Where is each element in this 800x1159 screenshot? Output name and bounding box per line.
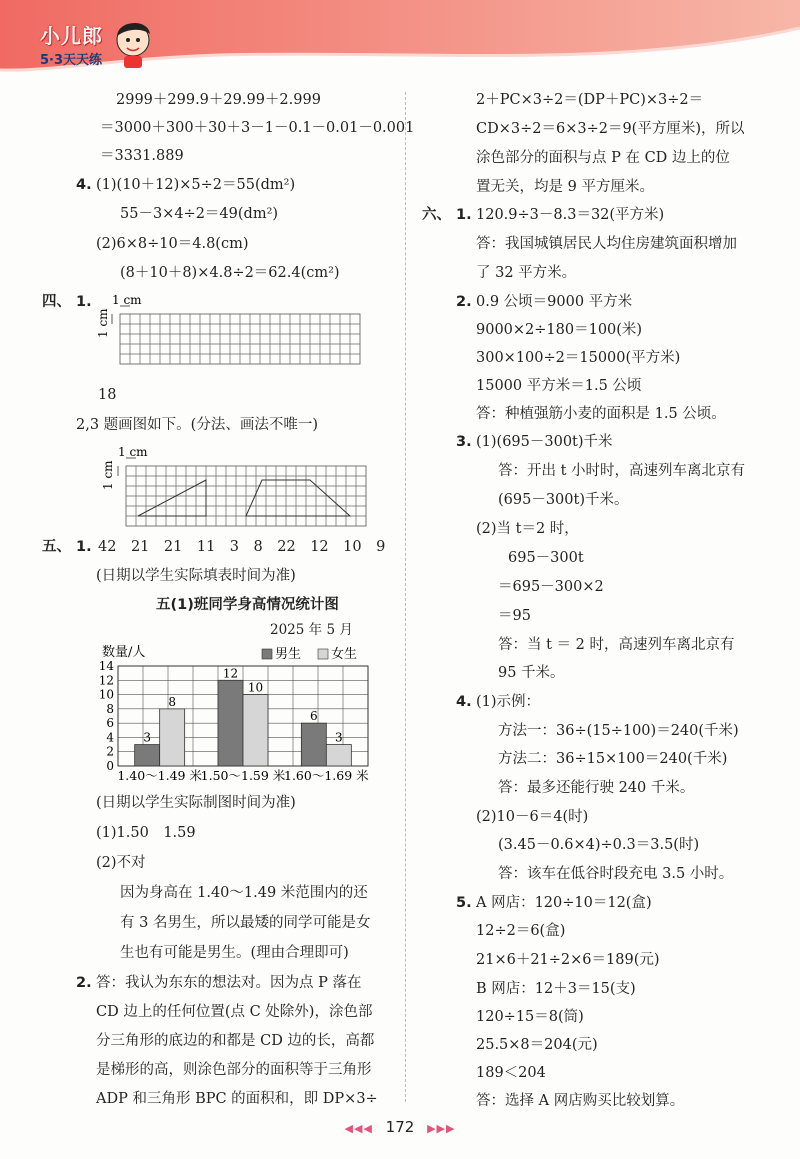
grid-figure-2 bbox=[96, 446, 386, 528]
answer-line: 15000 平方米＝1.5 公顷 bbox=[476, 378, 642, 394]
calc-line: ＝695－300×2 bbox=[498, 579, 604, 595]
answer-line: 答：我认为东东的想法对。因为点 P 落在 bbox=[96, 975, 362, 991]
answer-line: 2＋PC×3÷2＝(DP＋PC)×3÷2＝ bbox=[476, 92, 704, 108]
answer-line: (2)6×8÷10＝4.8(cm) bbox=[96, 236, 249, 252]
answer-line: 答：最多还能行驶 240 千米。 bbox=[498, 780, 695, 796]
calc-line: 2999＋299.9＋29.99＋2.999 bbox=[116, 92, 321, 108]
x-tick-label: 1.40～1.49 米 bbox=[117, 768, 202, 783]
answer-value: 18 bbox=[98, 387, 117, 403]
question-number: 1. bbox=[456, 207, 472, 223]
question-number: 2. bbox=[456, 294, 472, 310]
section-label: 五、 bbox=[42, 539, 71, 555]
scale-label: 1 cm bbox=[118, 446, 148, 459]
question-number: 5. bbox=[456, 895, 472, 911]
reason-line: 生也有可能是男生。(理由合理即可) bbox=[120, 945, 349, 961]
bar-value-label: 3 bbox=[143, 730, 151, 745]
question-number: 3. bbox=[456, 434, 472, 450]
answer-line: 12÷2＝6(盒) bbox=[476, 923, 566, 939]
y-tick-label: 8 bbox=[106, 701, 114, 716]
page-footer bbox=[0, 1118, 800, 1136]
legend-swatch-girls bbox=[318, 649, 328, 659]
answer-values: 42 21 21 11 3 8 22 12 10 9 bbox=[98, 539, 386, 555]
answer-line: 是梯形的高，则涂色部分的面积等于三角形 bbox=[96, 1062, 372, 1078]
legend-label-boys: 男生 bbox=[275, 647, 302, 662]
bar-value-label: 3 bbox=[335, 730, 343, 745]
header-banner bbox=[0, 0, 800, 80]
answer-line: B 网店：12＋3＝15(支) bbox=[476, 981, 636, 997]
header-wave bbox=[0, 0, 800, 80]
answer-line: 了 32 平方米。 bbox=[476, 265, 577, 281]
bar-value-label: 6 bbox=[310, 709, 318, 724]
answer-line: 答：种植强筋小麦的面积是 1.5 公顷。 bbox=[476, 406, 726, 422]
x-tick-label: 1.60～1.69 米 bbox=[284, 768, 369, 783]
y-axis-label: 数量/人 bbox=[102, 645, 146, 660]
answer-line: 25.5×8＝204(元) bbox=[476, 1037, 598, 1053]
y-tick-label: 10 bbox=[98, 687, 114, 702]
scale-label-vertical: 1 cm bbox=[96, 308, 110, 338]
note-line: (日期以学生实际填表时间为准) bbox=[96, 568, 296, 584]
answer-line: (1)(10＋12)×5÷2＝55(dm²) bbox=[96, 177, 296, 193]
answer-line: 方法一：36÷(15÷100)＝240(千米) bbox=[498, 723, 739, 739]
bar-girls bbox=[160, 709, 185, 766]
bar-girls bbox=[243, 695, 268, 766]
answer-line: 95 千米。 bbox=[498, 665, 565, 681]
bar-boys bbox=[135, 745, 160, 766]
y-tick-label: 4 bbox=[106, 730, 114, 745]
answer-line: (1)1.50 1.59 bbox=[96, 825, 196, 841]
reason-line: 有 3 名男生，所以最矮的同学可能是女 bbox=[120, 915, 371, 931]
chart-title: 五(1)班同学身高情况统计图 bbox=[156, 597, 339, 613]
bar-boys bbox=[301, 723, 326, 766]
scale-label-vertical: 1 cm bbox=[101, 460, 115, 490]
calc-line: 695－300t bbox=[508, 550, 584, 566]
right-arrows-icon: ▶▶▶ bbox=[427, 1122, 456, 1135]
answer-line: 答：选择 A 网店购买比较划算。 bbox=[476, 1093, 685, 1109]
answer-line: (2)10－6＝4(时) bbox=[476, 809, 589, 825]
answer-line: (695－300t)千米。 bbox=[498, 492, 629, 508]
brand-name: 小儿郎 bbox=[40, 24, 103, 48]
answer-line: 分三角形的底边的和都是 CD 边的长，高都 bbox=[96, 1033, 375, 1049]
scale-label: 1 cm bbox=[112, 294, 142, 307]
question-number: 1. bbox=[76, 294, 92, 310]
answer-line: 55－3×4÷2＝49(dm²) bbox=[120, 206, 279, 222]
answer-line: 120÷15＝8(筒) bbox=[476, 1009, 584, 1025]
answer-line: 21×6＋21÷2×6＝189(元) bbox=[476, 952, 660, 968]
answer-line: (8＋10＋8)×4.8÷2＝62.4(cm²) bbox=[120, 265, 340, 281]
bar-value-label: 8 bbox=[168, 694, 176, 709]
brand-series: 5·3天天练 bbox=[40, 53, 103, 68]
question-number: 4. bbox=[456, 694, 472, 710]
answer-line: CD×3÷2＝6×3÷2＝9(平方厘米)，所以 bbox=[476, 121, 745, 137]
answer-line: A 网店：120÷10＝12(盒) bbox=[476, 895, 652, 911]
section-label: 四、 bbox=[42, 294, 71, 310]
answer-line: 置无关，均是 9 平方厘米。 bbox=[476, 179, 654, 195]
answer-line: 答：该车在低谷时段充电 3.5 小时。 bbox=[498, 866, 734, 882]
column-divider bbox=[405, 92, 406, 1102]
page-number: 172 bbox=[385, 1118, 415, 1136]
reason-line: 因为身高在 1.40～1.49 米范围内的还 bbox=[120, 885, 368, 901]
legend-swatch-boys bbox=[262, 649, 272, 659]
y-tick-label: 6 bbox=[106, 716, 114, 731]
answer-line: 9000×2÷180＝100(米) bbox=[476, 322, 643, 338]
calc-line: ＝3000＋300＋30＋3－1－0.1－0.01－0.001 bbox=[100, 120, 415, 136]
trapezoid-shape bbox=[246, 480, 350, 516]
y-tick-label: 14 bbox=[98, 659, 114, 673]
x-tick-label: 1.50～1.59 米 bbox=[200, 768, 286, 783]
answer-line: 300×100÷2＝15000(平方米) bbox=[476, 350, 681, 366]
note-line: (日期以学生实际制图时间为准) bbox=[96, 795, 296, 811]
calc-line: ＝3331.889 bbox=[100, 148, 184, 164]
y-tick-label: 12 bbox=[98, 673, 114, 688]
answer-line: 0.9 公顷＝9000 平方米 bbox=[476, 294, 633, 310]
y-tick-label: 2 bbox=[106, 744, 114, 759]
answer-line: 120.9÷3－8.3＝32(平方米) bbox=[476, 207, 665, 223]
question-number: 4. bbox=[76, 177, 92, 193]
question-number: 1. bbox=[76, 539, 92, 555]
bar-boys bbox=[218, 680, 243, 766]
answer-line: (3.45－0.6×4)÷0.3＝3.5(时) bbox=[498, 837, 700, 853]
left-arrows-icon: ◀◀◀ bbox=[344, 1122, 373, 1135]
answer-line: (1)(695－300t)千米 bbox=[476, 434, 613, 450]
answer-line: 189＜204 bbox=[476, 1065, 546, 1081]
calc-line: ＝95 bbox=[498, 608, 531, 624]
answer-line: (1)示例： bbox=[476, 694, 541, 710]
bar-value-label: 10 bbox=[247, 680, 264, 695]
question-number: 2. bbox=[76, 975, 92, 991]
grid-figure-1 bbox=[96, 294, 376, 374]
bar-value-label: 12 bbox=[222, 666, 239, 681]
answer-line: (2)当 t＝2 时， bbox=[476, 521, 579, 537]
bar-girls bbox=[326, 745, 351, 766]
chart-date: 2025 年 5 月 bbox=[270, 622, 353, 638]
answer-line: (2)不对 bbox=[96, 855, 146, 871]
section-label: 六、 bbox=[422, 207, 451, 223]
answer-line: 答：我国城镇居民人均住房建筑面积增加 bbox=[476, 236, 737, 252]
answer-line: ADP 和三角形 BPC 的面积和，即 DP×3÷ bbox=[96, 1091, 378, 1107]
answer-line: 答：开出 t 小时时，高速列车离北京有 bbox=[498, 463, 746, 479]
answer-line: 方法二：36÷15×100＝240(千米) bbox=[498, 751, 728, 767]
y-tick-label: 0 bbox=[106, 759, 114, 773]
note-line: 2,3 题画图如下。(分法、画法不唯一) bbox=[76, 417, 318, 433]
answer-line: 答：当 t ＝ 2 时，高速列车离北京有 bbox=[498, 637, 735, 653]
answer-line: CD 边上的任何位置(点 C 处除外)，涂色部 bbox=[96, 1004, 373, 1020]
answer-line: 涂色部分的面积与点 P 在 CD 边上的位 bbox=[476, 150, 730, 166]
legend-label-girls: 女生 bbox=[331, 647, 358, 662]
brand-logo bbox=[40, 20, 103, 68]
bar-chart bbox=[90, 640, 390, 785]
